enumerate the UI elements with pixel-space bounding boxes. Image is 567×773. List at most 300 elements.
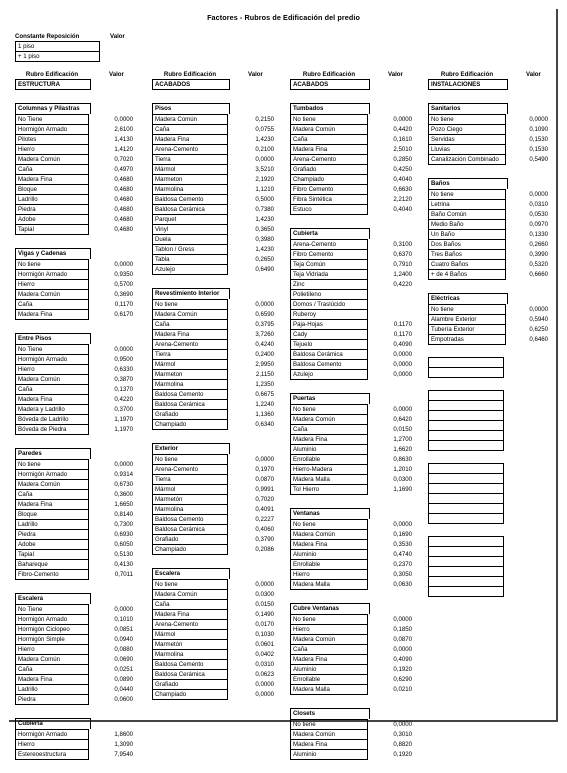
factor-name: Champiado (153, 420, 228, 430)
factor-name: Marmetón (153, 495, 228, 505)
factor-name: Baldosa Cerámica (291, 350, 368, 360)
factor-value: 2,9950 (255, 360, 274, 368)
factor-value: 0,5490 (529, 155, 548, 163)
factor-name: Caña (16, 385, 89, 395)
factor-section (152, 103, 276, 275)
factor-row (16, 425, 136, 435)
factor-name: Hormigón Armado (16, 270, 89, 280)
factor-value: 2,6100 (114, 125, 133, 133)
factor-name: Hormigón Armado (16, 125, 89, 135)
section-table (290, 719, 414, 760)
factor-value: 0,6730 (114, 480, 133, 488)
factor-value: 0,0150 (393, 425, 412, 433)
factor-row (153, 370, 277, 380)
factor-value: 0,1370 (114, 385, 133, 393)
factor-row (429, 200, 551, 210)
factor-name: Arena-Cemento (153, 145, 228, 155)
factor-row (16, 470, 136, 480)
factor-row (16, 205, 136, 215)
factor-value: 0,9314 (114, 470, 133, 478)
section-table (428, 189, 550, 280)
factor-name: Azulejo (153, 265, 228, 275)
factor-name: Tierra (153, 475, 228, 485)
factor-row (16, 310, 136, 320)
factor-name: Piedra (16, 205, 89, 215)
section-title: Escalera (152, 568, 230, 579)
factor-row (16, 645, 136, 655)
factor-value: 0,8140 (114, 510, 133, 518)
factor-value: 0,1850 (393, 625, 412, 633)
factor-value: 0,3870 (114, 375, 133, 383)
factor-value: 0,0000 (255, 155, 274, 163)
factor-value: 0,0150 (255, 600, 274, 608)
section-title: Cubierta (290, 228, 370, 239)
factor-name: Madera Común (291, 635, 368, 645)
factor-name: Caña (153, 125, 228, 135)
factor-value: 0,1490 (255, 610, 274, 618)
factor-name: Hierro (16, 740, 89, 750)
factor-row (153, 610, 277, 620)
factor-row (429, 325, 551, 335)
section-table (290, 239, 414, 380)
factor-row (291, 655, 415, 665)
factor-value: 0,0000 (255, 580, 274, 588)
factor-value: 0,0000 (393, 720, 412, 728)
factor-value: 0,0000 (255, 690, 274, 698)
factor-row (153, 330, 277, 340)
factor-row (153, 630, 277, 640)
factor-value: 0,4040 (393, 205, 412, 213)
factor-row (291, 135, 415, 145)
factor-name: Bóveda de Ladrillo (16, 415, 89, 425)
factor-section (290, 603, 414, 695)
factor-row (429, 270, 551, 280)
factor-row (16, 215, 136, 225)
empty-row (428, 440, 504, 451)
column-category: ESTRUCTURA (15, 79, 91, 90)
factor-row (16, 300, 136, 310)
factor-value: 0,3700 (114, 405, 133, 413)
factor-value: 0,0630 (393, 580, 412, 588)
factor-row (16, 280, 136, 290)
factor-row (153, 620, 277, 630)
factor-value: 0,0170 (255, 620, 274, 628)
factor-section (15, 333, 135, 435)
factor-column (152, 70, 276, 713)
factor-value: 0,0870 (255, 475, 274, 483)
factor-row (16, 115, 136, 125)
column-category: INSTALACIONES (428, 79, 508, 90)
factor-name: Servidas (429, 135, 506, 145)
factor-name: No tiene (429, 190, 506, 200)
factor-value: 0,9350 (114, 270, 133, 278)
factor-row (16, 375, 136, 385)
factor-section (428, 293, 550, 345)
factor-name: Teja Común (291, 260, 368, 270)
factor-name: No tiene (291, 615, 368, 625)
factor-value: 1,2400 (393, 270, 412, 278)
factor-row (16, 365, 136, 375)
factor-row (291, 360, 415, 370)
factor-row (153, 390, 277, 400)
factor-value: 0,0440 (114, 685, 133, 693)
factor-row (16, 625, 136, 635)
factor-name: Medio Baño (429, 220, 506, 230)
factor-value: 0,2650 (255, 255, 274, 263)
factor-row (291, 155, 415, 165)
factor-name: Madera Fina (291, 435, 368, 445)
factor-value: 0,3795 (255, 320, 274, 328)
factor-row (429, 145, 551, 155)
factor-value (368, 300, 415, 310)
factor-name: Caña (16, 490, 89, 500)
empty-row (428, 586, 504, 597)
factor-name: Madera Fina (291, 540, 368, 550)
column-header-label: Rubro Edificación (25, 71, 79, 78)
factor-column (428, 70, 550, 610)
factor-name: Madera Fina (291, 655, 368, 665)
factor-value: 0,2370 (393, 560, 412, 568)
factor-value: 0,0300 (255, 590, 274, 598)
factor-value: 0,6370 (393, 250, 412, 258)
factor-name: Baño Común (429, 210, 506, 220)
factor-name: No tiene (153, 300, 228, 310)
factor-row (291, 425, 415, 435)
factor-row (153, 115, 277, 125)
factor-row (153, 255, 277, 265)
factor-section (428, 178, 550, 280)
factor-value: 2,2120 (393, 195, 412, 203)
factor-value: 0,1970 (255, 465, 274, 473)
factor-value: 0,4130 (114, 560, 133, 568)
factor-name: Baldosa Cerámica (153, 670, 228, 680)
factor-value: 0,4220 (114, 395, 133, 403)
factor-row (291, 625, 415, 635)
page-title: Factores - Rubros de Edificación del predio (207, 13, 360, 22)
factor-name: Aluminio (291, 665, 368, 675)
factor-name: Champiado (153, 690, 228, 700)
factor-row (291, 185, 415, 195)
column-valor-label: Valor (388, 71, 403, 78)
factor-row (153, 545, 277, 555)
factor-value: 0,2100 (255, 145, 274, 153)
factor-value: 0,4680 (114, 205, 133, 213)
factor-row (16, 530, 136, 540)
factor-row (16, 480, 136, 490)
factor-name: Madera Común (291, 730, 368, 740)
factor-value: 0,4680 (114, 185, 133, 193)
factor-name: Caña (153, 600, 228, 610)
factor-name: No tiene (429, 115, 506, 125)
factor-name: Madera Fina (291, 145, 368, 155)
factor-name: Arena-Cemento (153, 340, 228, 350)
factor-row (429, 260, 551, 270)
factor-name: No tiene (153, 455, 228, 465)
factor-name: Madera Común (291, 530, 368, 540)
column-category: ACABADOS (290, 79, 370, 90)
factor-value: 1,2240 (255, 400, 274, 408)
factor-value: 0,3600 (114, 490, 133, 498)
factor-row (429, 220, 551, 230)
factor-name: Marmolina (153, 185, 228, 195)
factor-row (153, 600, 277, 610)
factor-value: 0,6460 (529, 335, 548, 343)
factor-row (429, 305, 551, 315)
factor-name: Piedra (16, 695, 89, 705)
factor-row (429, 115, 551, 125)
factor-row (291, 740, 415, 750)
factor-name: Enrollable (291, 675, 368, 685)
factor-name: Madera Malla (291, 685, 368, 695)
factor-row (153, 350, 277, 360)
factor-row (16, 405, 136, 415)
factor-name: Madera Común (153, 310, 228, 320)
factor-name: Hormigón Armado (16, 470, 89, 480)
factor-value: 0,0600 (114, 695, 133, 703)
section-title: Tumbados (290, 103, 370, 114)
section-table (15, 459, 135, 580)
factor-name: Hierro-Madera (291, 465, 368, 475)
factor-name: Tapial (16, 550, 89, 560)
factor-row (16, 460, 136, 470)
factor-row (153, 410, 277, 420)
section-title: Pisos (152, 103, 230, 114)
factor-value: 0,2227 (255, 515, 274, 523)
factor-value: 0,3990 (529, 250, 548, 258)
section-title: Sanitarios (428, 103, 508, 114)
factor-name: Marmolina (153, 650, 228, 660)
factor-row (291, 415, 415, 425)
factor-value: 1,1210 (255, 185, 274, 193)
factor-value: 1,1970 (114, 425, 133, 433)
factor-value: 0,6630 (393, 185, 412, 193)
factor-row (153, 235, 277, 245)
factor-value: 1,1970 (114, 415, 133, 423)
factor-row (16, 145, 136, 155)
factor-row (16, 385, 136, 395)
factor-row (291, 445, 415, 455)
factor-row (291, 730, 415, 740)
factor-row (291, 370, 415, 380)
factor-row (291, 550, 415, 560)
factor-name: Pilotes (16, 135, 89, 145)
factor-row (291, 125, 415, 135)
factor-value: 3,7260 (255, 330, 274, 338)
factor-name: Madera Común (16, 655, 89, 665)
factor-value: 0,0000 (393, 115, 412, 123)
factor-row (16, 540, 136, 550)
factor-name: Tierra (153, 350, 228, 360)
factor-value: 0,6250 (529, 325, 548, 333)
factor-value: 0,6330 (114, 365, 133, 373)
empty-section (428, 390, 504, 451)
section-title: Cubierta (15, 718, 91, 729)
factor-row (291, 145, 415, 155)
factor-value: 0,4060 (255, 525, 274, 533)
factor-section (15, 448, 135, 580)
constante-row: 1 piso (16, 42, 100, 52)
factor-row (291, 580, 415, 590)
factor-name: Madera Malla (291, 475, 368, 485)
factor-row (153, 680, 277, 690)
factor-name: Madera Fina (16, 175, 89, 185)
factor-value: 0,3980 (255, 235, 274, 243)
factor-name: No tiene (429, 305, 506, 315)
factor-row (291, 455, 415, 465)
constante-table (15, 41, 100, 62)
factor-value: 0,0601 (255, 640, 274, 648)
factor-name: Canalización Combinado (429, 155, 506, 165)
column-header-label: Rubro Edificación (440, 71, 494, 78)
factor-row (153, 420, 277, 430)
factor-value: 0,6170 (114, 310, 133, 318)
factor-row (16, 135, 136, 145)
column-valor-label: Valor (109, 71, 124, 78)
factor-value: 0,1920 (393, 750, 412, 758)
factor-name: Marmeton (153, 370, 228, 380)
factor-row (153, 535, 277, 545)
factor-row (16, 270, 136, 280)
factor-value: 0,0890 (114, 675, 133, 683)
column-header (152, 70, 276, 79)
section-table (15, 604, 135, 705)
factor-name: Ruberoy (291, 310, 368, 320)
column-header (428, 70, 550, 79)
factor-row (291, 540, 415, 550)
factor-row (291, 530, 415, 540)
factor-name: Estereoestructura (16, 750, 89, 760)
factor-value: 0,4740 (393, 550, 412, 558)
factor-name: No tiene (16, 460, 89, 470)
column-header (15, 70, 135, 79)
factor-value: 0,2400 (255, 350, 274, 358)
factor-row (16, 635, 136, 645)
factor-name: Alambre Exterior (429, 315, 506, 325)
factor-name: Polietileno (291, 290, 368, 300)
factor-name: Caña (153, 320, 228, 330)
factor-name: Hormigón Armado (16, 355, 89, 365)
factor-value: 0,0000 (529, 115, 548, 123)
factor-row (291, 435, 415, 445)
factor-row (291, 615, 415, 625)
factor-value: 0,1090 (529, 125, 548, 133)
factor-row (153, 310, 277, 320)
factor-name: Cuatro Baños (429, 260, 506, 270)
factor-value: 0,1530 (529, 145, 548, 153)
factor-value: 3,5210 (255, 165, 274, 173)
factor-row (153, 215, 277, 225)
factor-row (153, 640, 277, 650)
factor-value: 0,0000 (393, 350, 412, 358)
factor-value: 0,0690 (114, 655, 133, 663)
factor-row (291, 485, 415, 495)
factor-row (429, 135, 551, 145)
factor-value: 0,0530 (529, 210, 548, 218)
factor-row (429, 155, 551, 165)
factor-value: 0,2660 (529, 240, 548, 248)
section-title: Puertas (290, 393, 370, 404)
constante-row: + 1 piso (16, 52, 100, 62)
factor-name: No tiene (153, 580, 228, 590)
factor-name: Piedra (16, 530, 89, 540)
factor-row (153, 245, 277, 255)
factor-value: 0,0000 (114, 605, 133, 613)
factor-value (368, 290, 415, 300)
factor-name: Bloque (16, 185, 89, 195)
factor-name: Hierro (291, 625, 368, 635)
factor-name: Marmeton (153, 175, 228, 185)
factor-name: No tiene (291, 115, 368, 125)
factor-value: 0,4680 (114, 175, 133, 183)
factor-row (153, 515, 277, 525)
column-valor-label: Valor (526, 71, 541, 78)
factor-value: 0,1610 (393, 135, 412, 143)
factor-name: Pozo Ciego (429, 125, 506, 135)
factor-value: 2,1150 (255, 370, 274, 378)
factor-section (15, 593, 135, 705)
factor-section (290, 103, 414, 215)
factor-value: 0,0251 (114, 665, 133, 673)
factor-row (16, 550, 136, 560)
factor-name: Estuco (291, 205, 368, 215)
factor-name: Hierro (16, 145, 89, 155)
factor-name: Bloque (16, 510, 89, 520)
factor-value: 0,7020 (114, 155, 133, 163)
factor-value: 0,6490 (255, 265, 274, 273)
section-table (290, 614, 414, 695)
factor-section (152, 288, 276, 430)
factor-value: 2,5010 (393, 145, 412, 153)
factor-value: 0,0000 (114, 115, 133, 123)
factor-name: Tierra (153, 155, 228, 165)
factor-row (291, 570, 415, 580)
factor-value: 1,1360 (255, 410, 274, 418)
factor-section (15, 718, 135, 760)
factor-value: 0,0000 (114, 345, 133, 353)
factor-name: Caña (291, 135, 368, 145)
section-table (290, 404, 414, 495)
section-title: Baños (428, 178, 508, 189)
factor-value: 0,0000 (393, 360, 412, 368)
factor-value: 0,5320 (529, 260, 548, 268)
factor-row (153, 650, 277, 660)
factor-name: No Tiene (16, 115, 89, 125)
factor-row (291, 675, 415, 685)
empty-row (428, 367, 504, 378)
factor-name: Tejuelo (291, 340, 368, 350)
factor-name: No Tiene (16, 605, 89, 615)
factor-name: Grafiado (153, 680, 228, 690)
factor-value: 0,1920 (393, 665, 412, 673)
factor-value: 0,2850 (393, 155, 412, 163)
factor-value: 0,6050 (114, 540, 133, 548)
factor-row (291, 750, 415, 760)
section-title: Vigas y Cadenas (15, 248, 91, 259)
factor-value: 1,1690 (393, 485, 412, 493)
factor-row (429, 315, 551, 325)
factor-name: Madera Común (153, 115, 228, 125)
factor-row (291, 475, 415, 485)
factor-row (153, 185, 277, 195)
factor-name: Madera Fina (16, 500, 89, 510)
factor-name: Arena-Cemento (153, 620, 228, 630)
factor-value: 0,4091 (255, 505, 274, 513)
factor-row (291, 320, 415, 330)
factor-row (16, 750, 136, 760)
factor-name: Caña (291, 425, 368, 435)
factor-value: 0,2086 (255, 545, 274, 553)
section-table (290, 114, 414, 215)
